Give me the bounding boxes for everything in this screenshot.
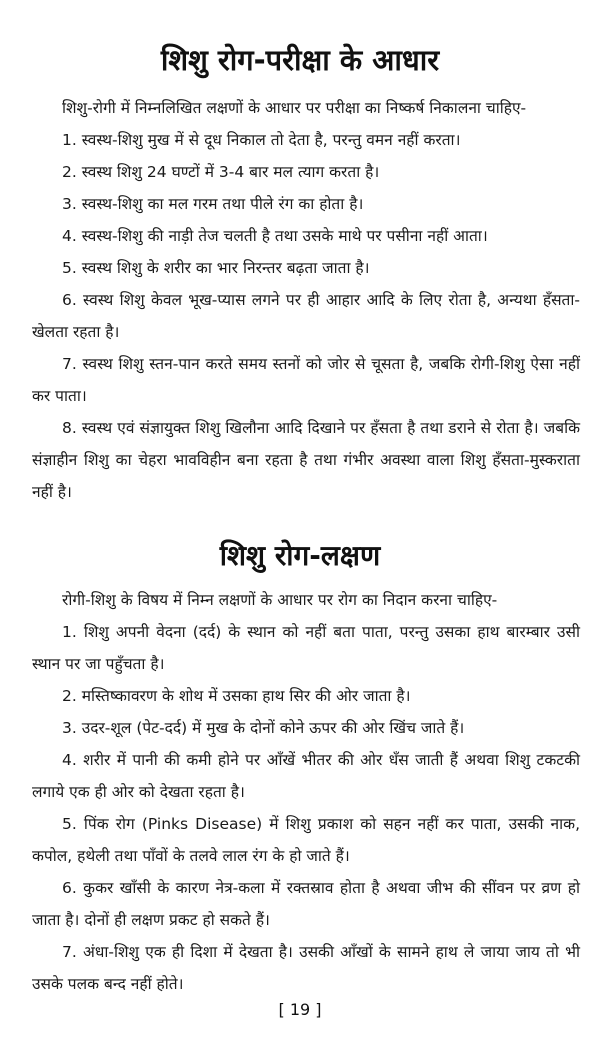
- page-number: [ 19 ]: [278, 1000, 322, 1019]
- section-examination-basis: [32, 92, 580, 508]
- list-item: 5. स्वस्थ शिशु के शरीर का भार निरन्तर बढ़ता जाता है।: [62, 259, 370, 277]
- list-item: 6. स्वस्थ शिशु केवल भूख-प्यास लगने पर ही आहार आदि के लिए रोता है, अन्यथा हँसता-खेलता रहता है।: [32, 291, 580, 341]
- section-heading-examination-basis: शिशु रोग-परीक्षा के आधार: [160, 43, 440, 77]
- list-item: 6. कुकर खाँसी के कारण नेत्र-कला में रक्तस्राव होता है अथवा जीभ की सींवन पर व्रण हो जाता है। दोनों ही लक्षण प्रकट हो सकते हैं।: [32, 879, 580, 929]
- list-item: 8. स्वस्थ एवं संज्ञायुक्त शिशु खिलौना आदि दिखाने पर हँसता है तथा डराने से रोता है। जबकि संज्ञाहीन शिशु का चेहरा भावविहीन बना रहता है तथा गंभीर अवस्था वाला शिशु हँसता-मुस्कराता नहीं है।: [32, 419, 580, 501]
- list-item: 1. स्वस्थ-शिशु मुख में से दूध निकाल तो देता है, परन्तु वमन नहीं करता।: [62, 131, 461, 149]
- list-item: 7. स्वस्थ शिशु स्तन-पान करते समय स्तनों को जोर से चूसता है, जबकि रोगी-शिशु ऐसा नहीं कर पाता।: [32, 355, 580, 405]
- paragraph: रोगी-शिशु के विषय में निम्न लक्षणों के आधार पर रोग का निदान करना चाहिए-: [62, 591, 498, 609]
- list-item: 2. स्वस्थ शिशु 24 घण्टों में 3-4 बार मल त्याग करता है।: [62, 163, 380, 181]
- list-item: 4. स्वस्थ-शिशु की नाड़ी तेज चलती है तथा उसके माथे पर पसीना नहीं आता।: [62, 227, 488, 245]
- list-item: 4. शरीर में पानी की कमी होने पर आँखें भीतर की ओर धँस जाती हैं अथवा शिशु टकटकी लगाये एक ही ओर को देखता रहता है।: [32, 751, 580, 801]
- paragraph: शिशु-रोगी में निम्नलिखित लक्षणों के आधार पर परीक्षा का निष्कर्ष निकालना चाहिए-: [62, 99, 527, 117]
- list-item: 5. पिंक रोग (Pinks Disease) में शिशु प्रकाश को सहन नहीं कर पाता, उसकी नाक, कपोल, हथेली तथा पाँवों के तलवे लाल रंग के हो जाते हैं।: [32, 815, 580, 865]
- list-item: 3. उदर-शूल (पेट-दर्द) में मुख के दोनों कोने ऊपर की ओर खिंच जाते हैं।: [62, 719, 465, 737]
- list-item: 3. स्वस्थ-शिशु का मल गरम तथा पीले रंग का होता है।: [62, 195, 364, 213]
- list-item: 1. शिशु अपनी वेदना (दर्द) के स्थान को नहीं बता पाता, परन्तु उसका हाथ बारम्बार उसी स्थान पर जा पहुँचता है।: [32, 623, 580, 673]
- list-item: 7. अंधा-शिशु एक ही दिशा में देखता है। उसकी आँखों के सामने हाथ ले जाया जाय तो भी उसके पलक बन्द नहीं होते।: [32, 943, 580, 993]
- list-item: 2. मस्तिष्कावरण के शोथ में उसका हाथ सिर की ओर जाता है।: [62, 687, 411, 705]
- section-heading-symptoms: शिशु रोग-लक्षण: [219, 539, 381, 572]
- section-symptoms: [32, 584, 580, 1000]
